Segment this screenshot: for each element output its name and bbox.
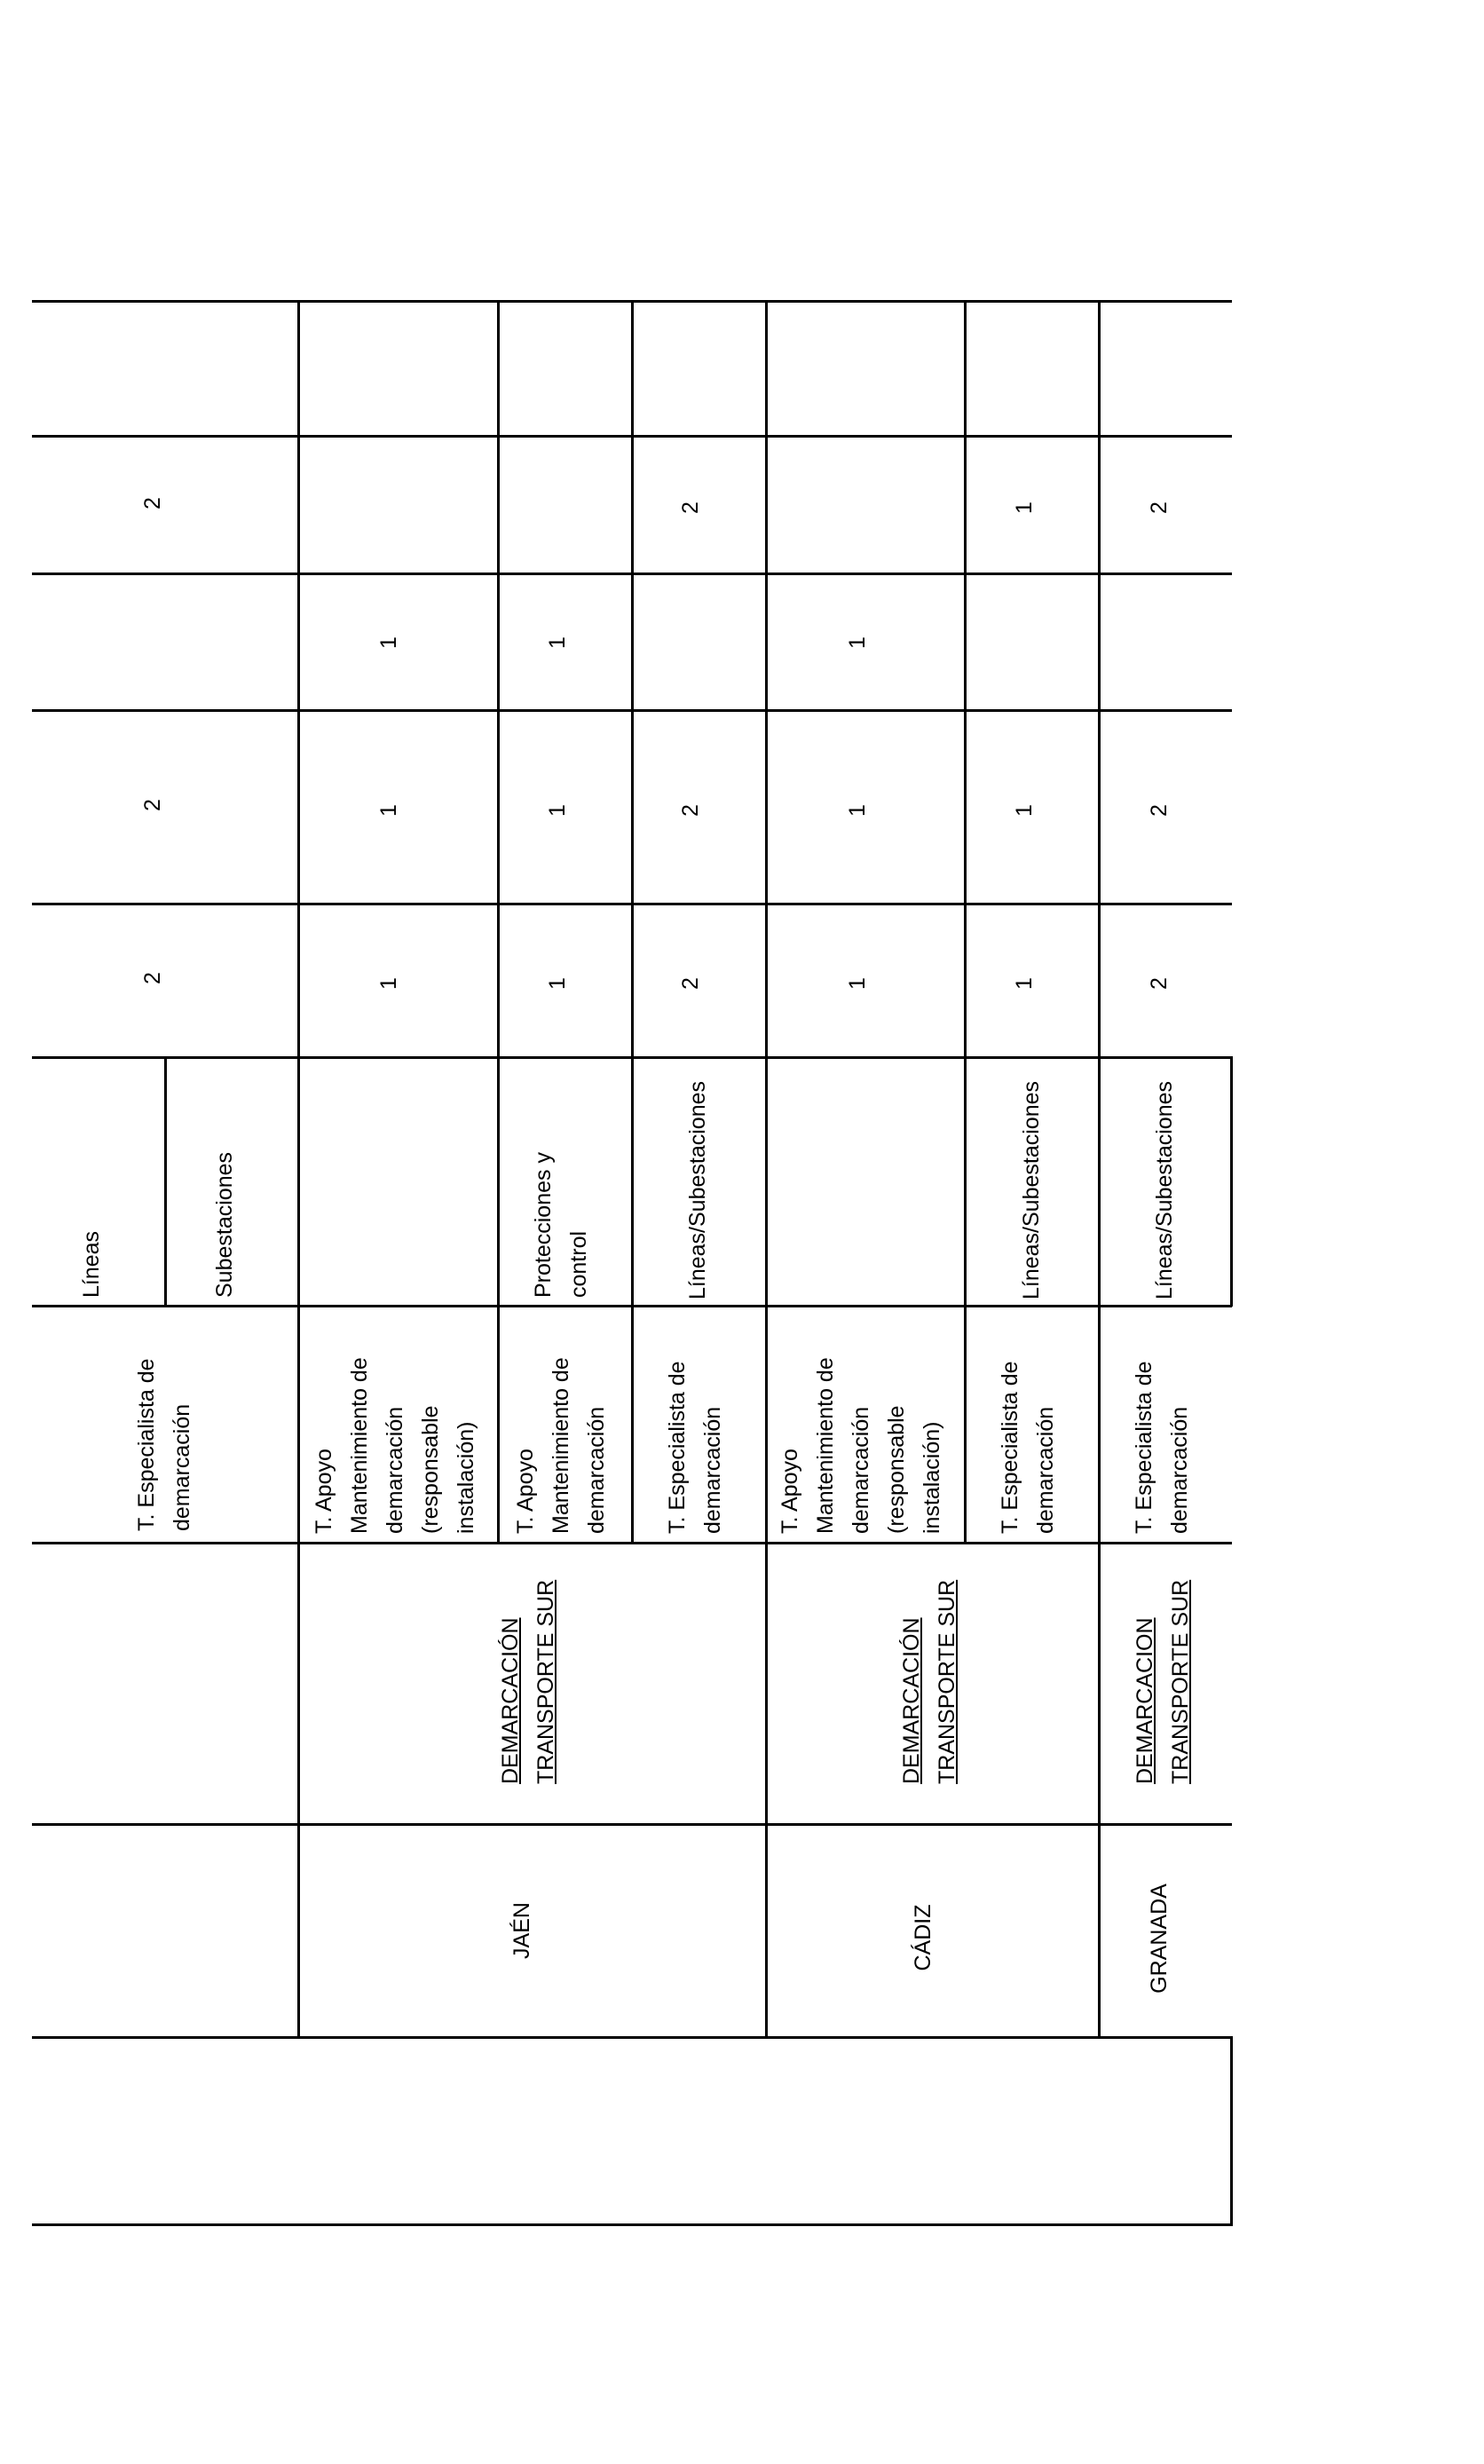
demarcation-label: DEMARCACIÓN TRANSPORTE SUR [899, 1579, 959, 1784]
count-cell: 2 [1147, 804, 1172, 817]
count-cell: 2 [678, 501, 703, 514]
grid-line [497, 300, 500, 1544]
speciality-label: Líneas/Subestaciones [685, 1080, 710, 1299]
count-cell: 1 [845, 977, 870, 990]
grid-line [631, 300, 634, 1544]
staff-label: T. Apoyo Mantenimiento de demarcación (responsable instalación) [778, 1357, 944, 1534]
grid-line [164, 1056, 167, 1307]
staff-label: T. Especialista de demarcación [998, 1361, 1058, 1534]
grid-line [964, 300, 967, 1544]
count-cell: 2 [678, 977, 703, 990]
grid-line [1098, 300, 1101, 2039]
count-cell: 1 [1012, 977, 1037, 990]
province-label: JAÉN [509, 1902, 534, 1959]
count-cell: 1 [845, 804, 870, 817]
staff-label: T. Especialista de demarcación [665, 1361, 725, 1534]
count-cell: 1 [845, 636, 870, 649]
speciality-label: Líneas/Subestaciones [1152, 1080, 1177, 1299]
count-cell: 1 [1012, 804, 1037, 817]
staff-label: T. Especialista de demarcación [1132, 1361, 1192, 1534]
count-cell: 1 [376, 636, 401, 649]
province-label: CÁDIZ [911, 1904, 935, 1971]
staff-label: T. Apoyo Mantenimiento de demarcación (responsable instalación) [312, 1357, 478, 1534]
count-cell: 1 [1012, 501, 1037, 514]
staff-label: T. Apoyo Mantenimiento de demarcación [513, 1357, 609, 1534]
grid-line [32, 1823, 1232, 1826]
count-cell: 2 [1147, 977, 1172, 990]
province-label: GRANADA [1147, 1884, 1172, 1994]
count-cell: 2 [140, 972, 165, 984]
grid-line [1230, 2036, 1233, 2226]
staff-label: T. Especialista de demarcación [134, 1358, 194, 1531]
grid-line [765, 300, 768, 2039]
grid-line [297, 300, 300, 2039]
count-cell: 1 [376, 804, 401, 817]
demarcation-label: DEMARCACION TRANSPORTE SUR [1133, 1579, 1193, 1784]
count-cell: 2 [140, 497, 165, 509]
speciality-label: Protecciones y control [531, 1152, 591, 1298]
count-cell: 1 [545, 636, 570, 649]
grid-line [1230, 1056, 1233, 1307]
count-cell: 1 [376, 977, 401, 990]
count-cell: 1 [545, 977, 570, 990]
count-cell: 2 [678, 804, 703, 817]
count-cell: 2 [1147, 501, 1172, 514]
grid-line [32, 2036, 1232, 2039]
demarcation-label: DEMARCACIÓN TRANSPORTE SUR [498, 1579, 558, 1784]
speciality-label: Subestaciones [212, 1151, 237, 1298]
count-cell: 1 [545, 804, 570, 817]
grid-line [32, 2223, 1232, 2226]
count-cell: 2 [140, 799, 165, 811]
speciality-label: Líneas/Subestaciones [1019, 1080, 1044, 1299]
speciality-label: Líneas [79, 1230, 104, 1298]
